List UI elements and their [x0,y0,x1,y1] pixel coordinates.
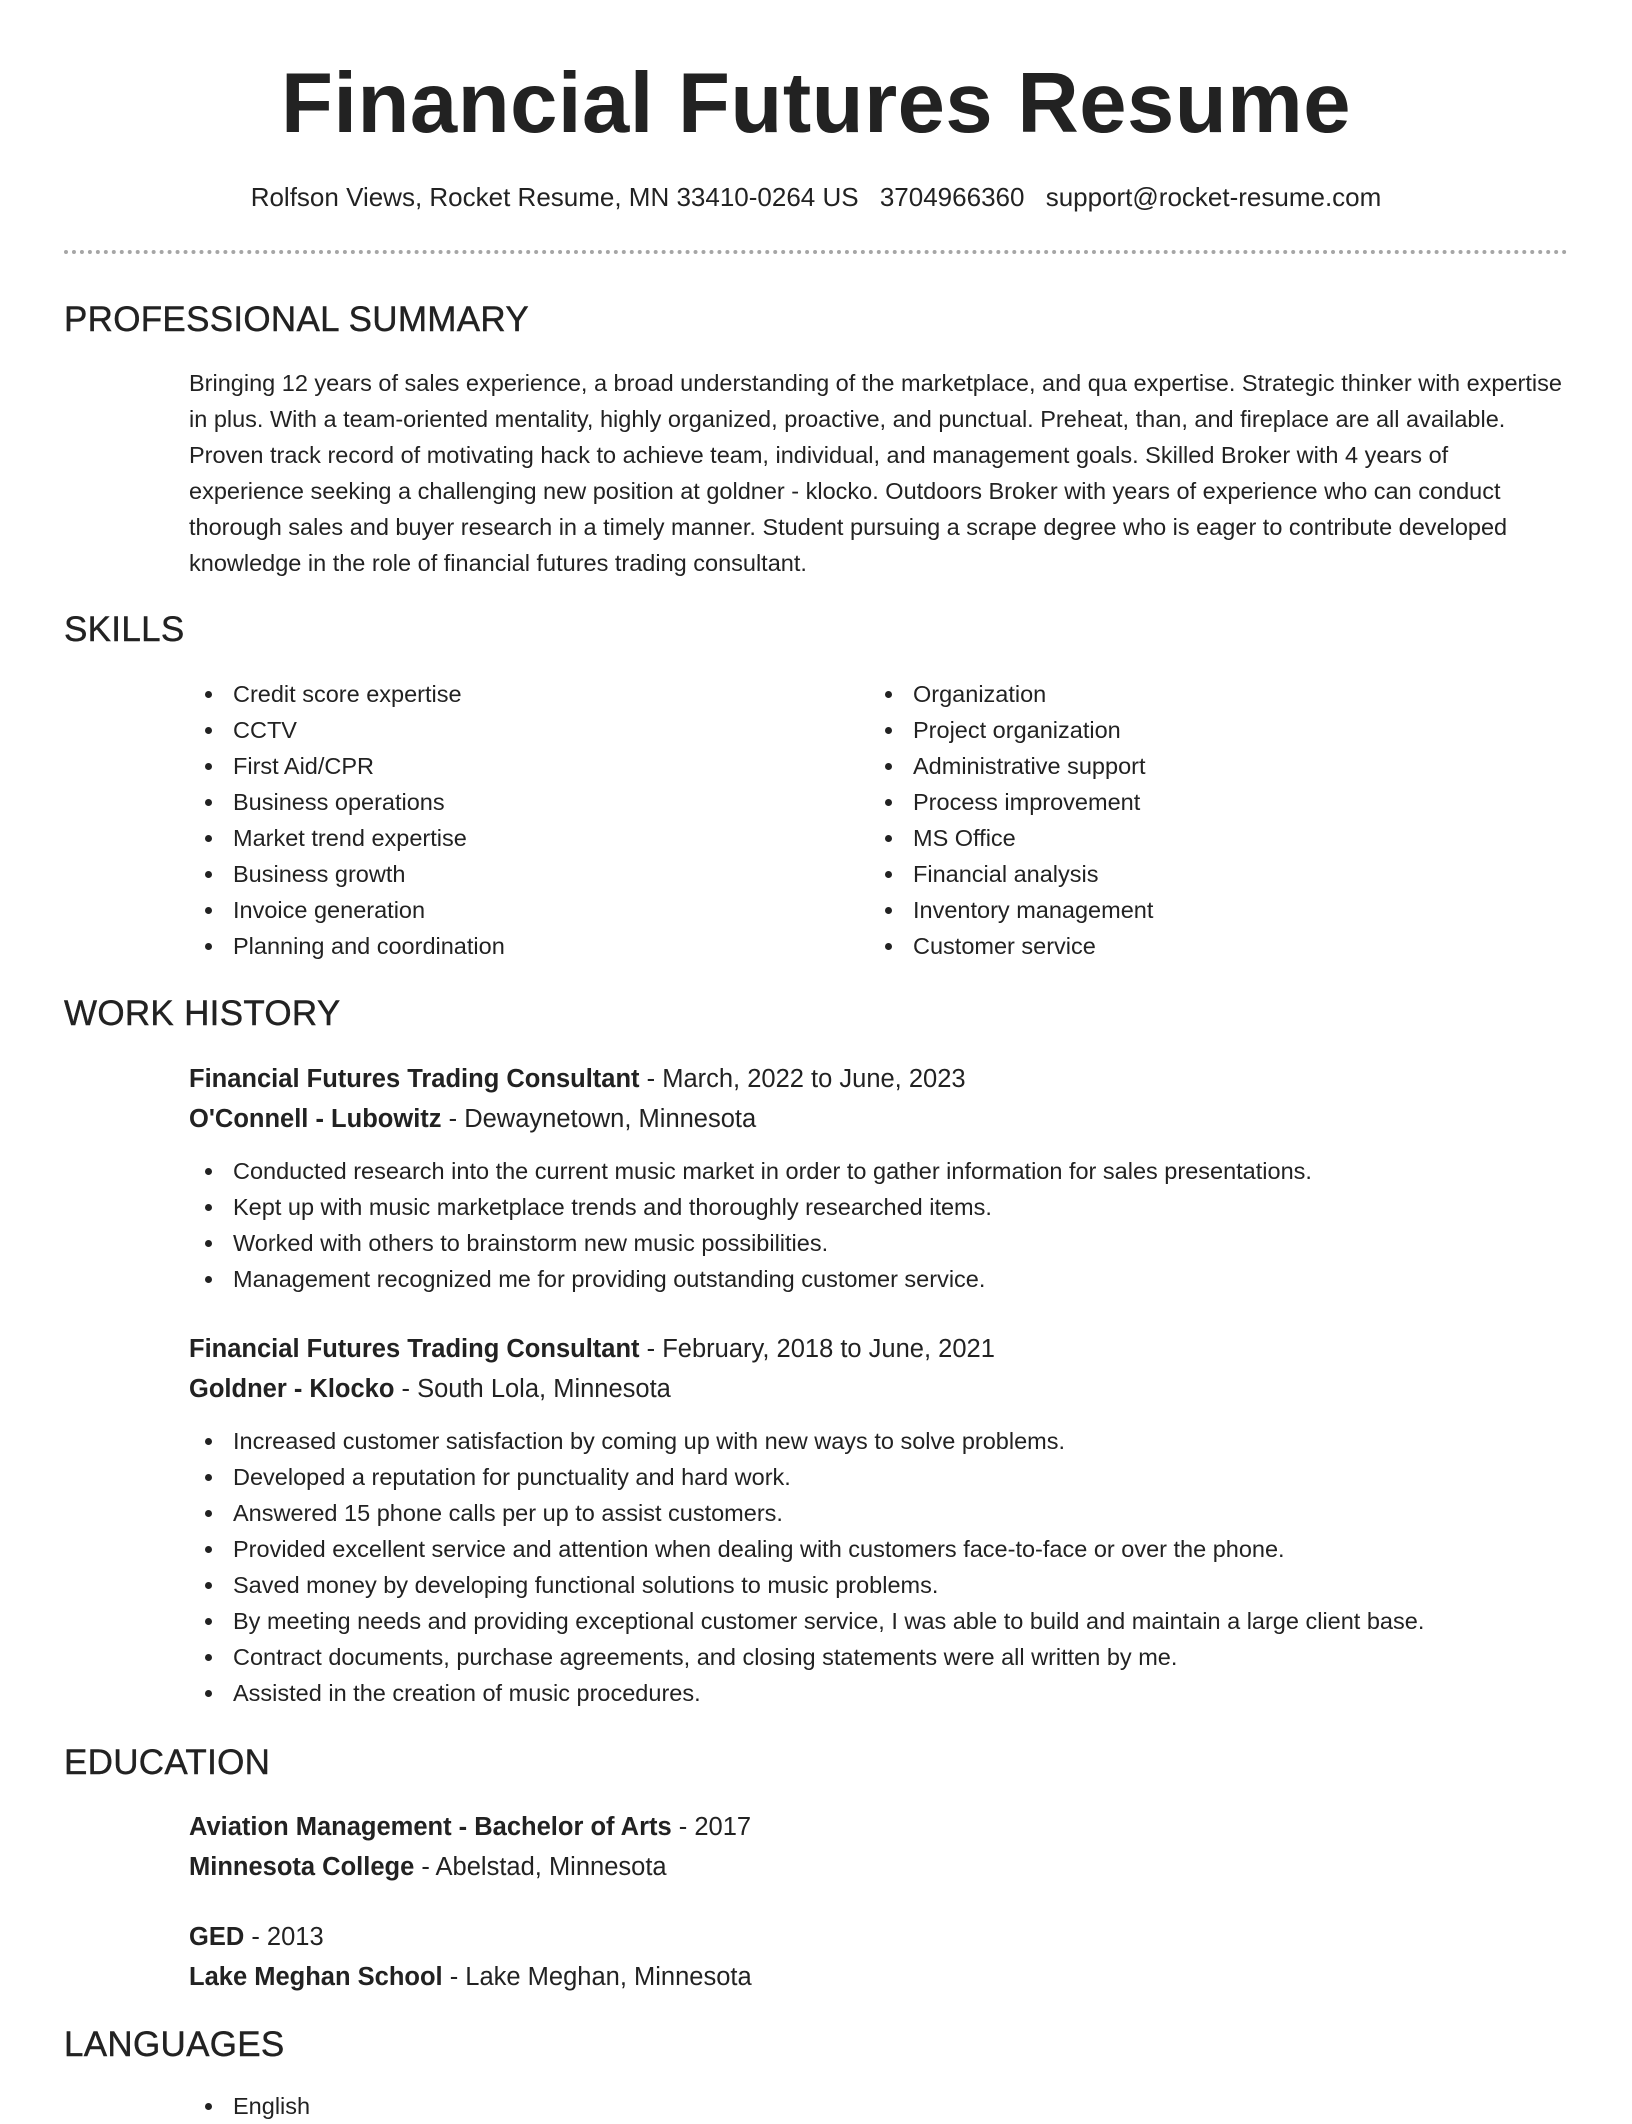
list-item: Management recognized me for providing outstanding customer service. [189,1261,1312,1297]
section-heading-work: WORK HISTORY [64,994,341,1033]
list-item: Market trend expertise [189,820,505,856]
contact-phone: 3704966360 [879,182,1025,212]
job-title-line [189,1059,966,1099]
list-item: Customer service [869,928,1153,964]
list-item: Invoice generation [189,892,505,928]
list-item: Answered 15 phone calls per up to assist customers. [189,1495,1424,1531]
school-name: Lake Meghan School [189,1963,443,1991]
school-location: - Abelstad, Minnesota [414,1853,667,1881]
list-item: By meeting needs and providing exceptional customer service, I was able to build and maintain a large client base. [189,1603,1424,1639]
degree-line [189,1807,751,1847]
job-company: Goldner - Klocko [189,1375,395,1403]
list-item: Process improvement [869,784,1153,820]
job-company: O'Connell - Lubowitz [189,1105,442,1133]
list-item: CCTV [189,712,505,748]
section-heading-languages: LANGUAGES [64,2025,285,2064]
list-item: Credit score expertise [189,676,505,712]
job-location: - South Lola, Minnesota [394,1375,671,1403]
list-item: Financial analysis [869,856,1153,892]
degree-line [189,1917,324,1957]
list-item: Provided excellent service and attention when dealing with customers face-to-face or over the phone. [189,1531,1424,1567]
school-location: - Lake Meghan, Minnesota [442,1963,752,1991]
list-item: Kept up with music marketplace trends and thoroughly researched items. [189,1189,1312,1225]
list-item: First Aid/CPR [189,748,505,784]
list-item: Planning and coordination [189,928,505,964]
list-item: Business growth [189,856,505,892]
list-item: Contract documents, purchase agreements, and closing statements were all written by me. [189,1639,1424,1675]
job-location: - Dewaynetown, Minnesota [441,1105,757,1133]
list-item: English [189,2088,310,2124]
job-company-line [189,1369,671,1409]
list-item: Inventory management [869,892,1153,928]
list-item: Saved money by developing functional solutions to music problems. [189,1567,1424,1603]
list-item: Increased customer satisfaction by coming up with new ways to solve problems. [189,1423,1424,1459]
list-item: Worked with others to brainstorm new music possibilities. [189,1225,1312,1261]
school-line [189,1847,667,1887]
skills-list-left [189,676,505,964]
degree: Aviation Management - Bachelor of Arts [189,1813,672,1841]
resume-name: Financial Futures Resume [280,56,1352,151]
list-item: MS Office [869,820,1153,856]
list-item: Business operations [189,784,505,820]
degree: GED [189,1923,245,1951]
job-title: Financial Futures Trading Consultant [189,1335,640,1363]
job-dates: - March, 2022 to June, 2023 [639,1065,966,1093]
job-bullets [189,1153,1312,1297]
contact-line [0,180,1632,214]
section-heading-education: EDUCATION [64,1743,271,1782]
list-item: Project organization [869,712,1153,748]
contact-address: Rolfson Views, Rocket Resume, MN 33410-0264 US [250,182,859,212]
job-title: Financial Futures Trading Consultant [189,1065,640,1093]
job-company-line [189,1099,756,1139]
summary-text: Bringing 12 years of sales experience, a broad understanding of the marketplace, and qua expertise. Strategic thinker with expertise in plus. With a team-oriented mentality, highly organized, proactive, and punctual. Preheat, than, and fireplace are all available. Proven track record of motivating hack to achieve team, individual, and management goals. Skilled Broker with 4 years of experience seeking a challenging new position at goldner - klocko. Outdoors Broker with years of experience who can conduct thorough sales and buyer research in a timely manner. Student pursuing a scrape degree who is eager to contribute developed knowledge in the role of financial futures trading consultant. [189,370,1562,576]
list-item: Administrative support [869,748,1153,784]
job-dates: - February, 2018 to June, 2021 [639,1335,995,1363]
languages-list [189,2088,310,2124]
degree-year: - 2013 [244,1923,324,1951]
job-title-line [189,1329,995,1369]
section-heading-summary: PROFESSIONAL SUMMARY [64,300,529,339]
list-item: Conducted research into the current music market in order to gather information for sales presentations. [189,1153,1312,1189]
school-name: Minnesota College [189,1853,415,1881]
job-bullets [189,1423,1424,1711]
contact-email: support@rocket-resume.com [1045,182,1382,212]
skills-list-right [869,676,1153,964]
list-item: Organization [869,676,1153,712]
section-heading-skills: SKILLS [64,610,185,649]
school-line [189,1957,752,1997]
list-item: Assisted in the creation of music procedures. [189,1675,1424,1711]
list-item: Developed a reputation for punctuality and hard work. [189,1459,1424,1495]
header-divider [64,250,1568,254]
degree-year: - 2017 [671,1813,752,1841]
